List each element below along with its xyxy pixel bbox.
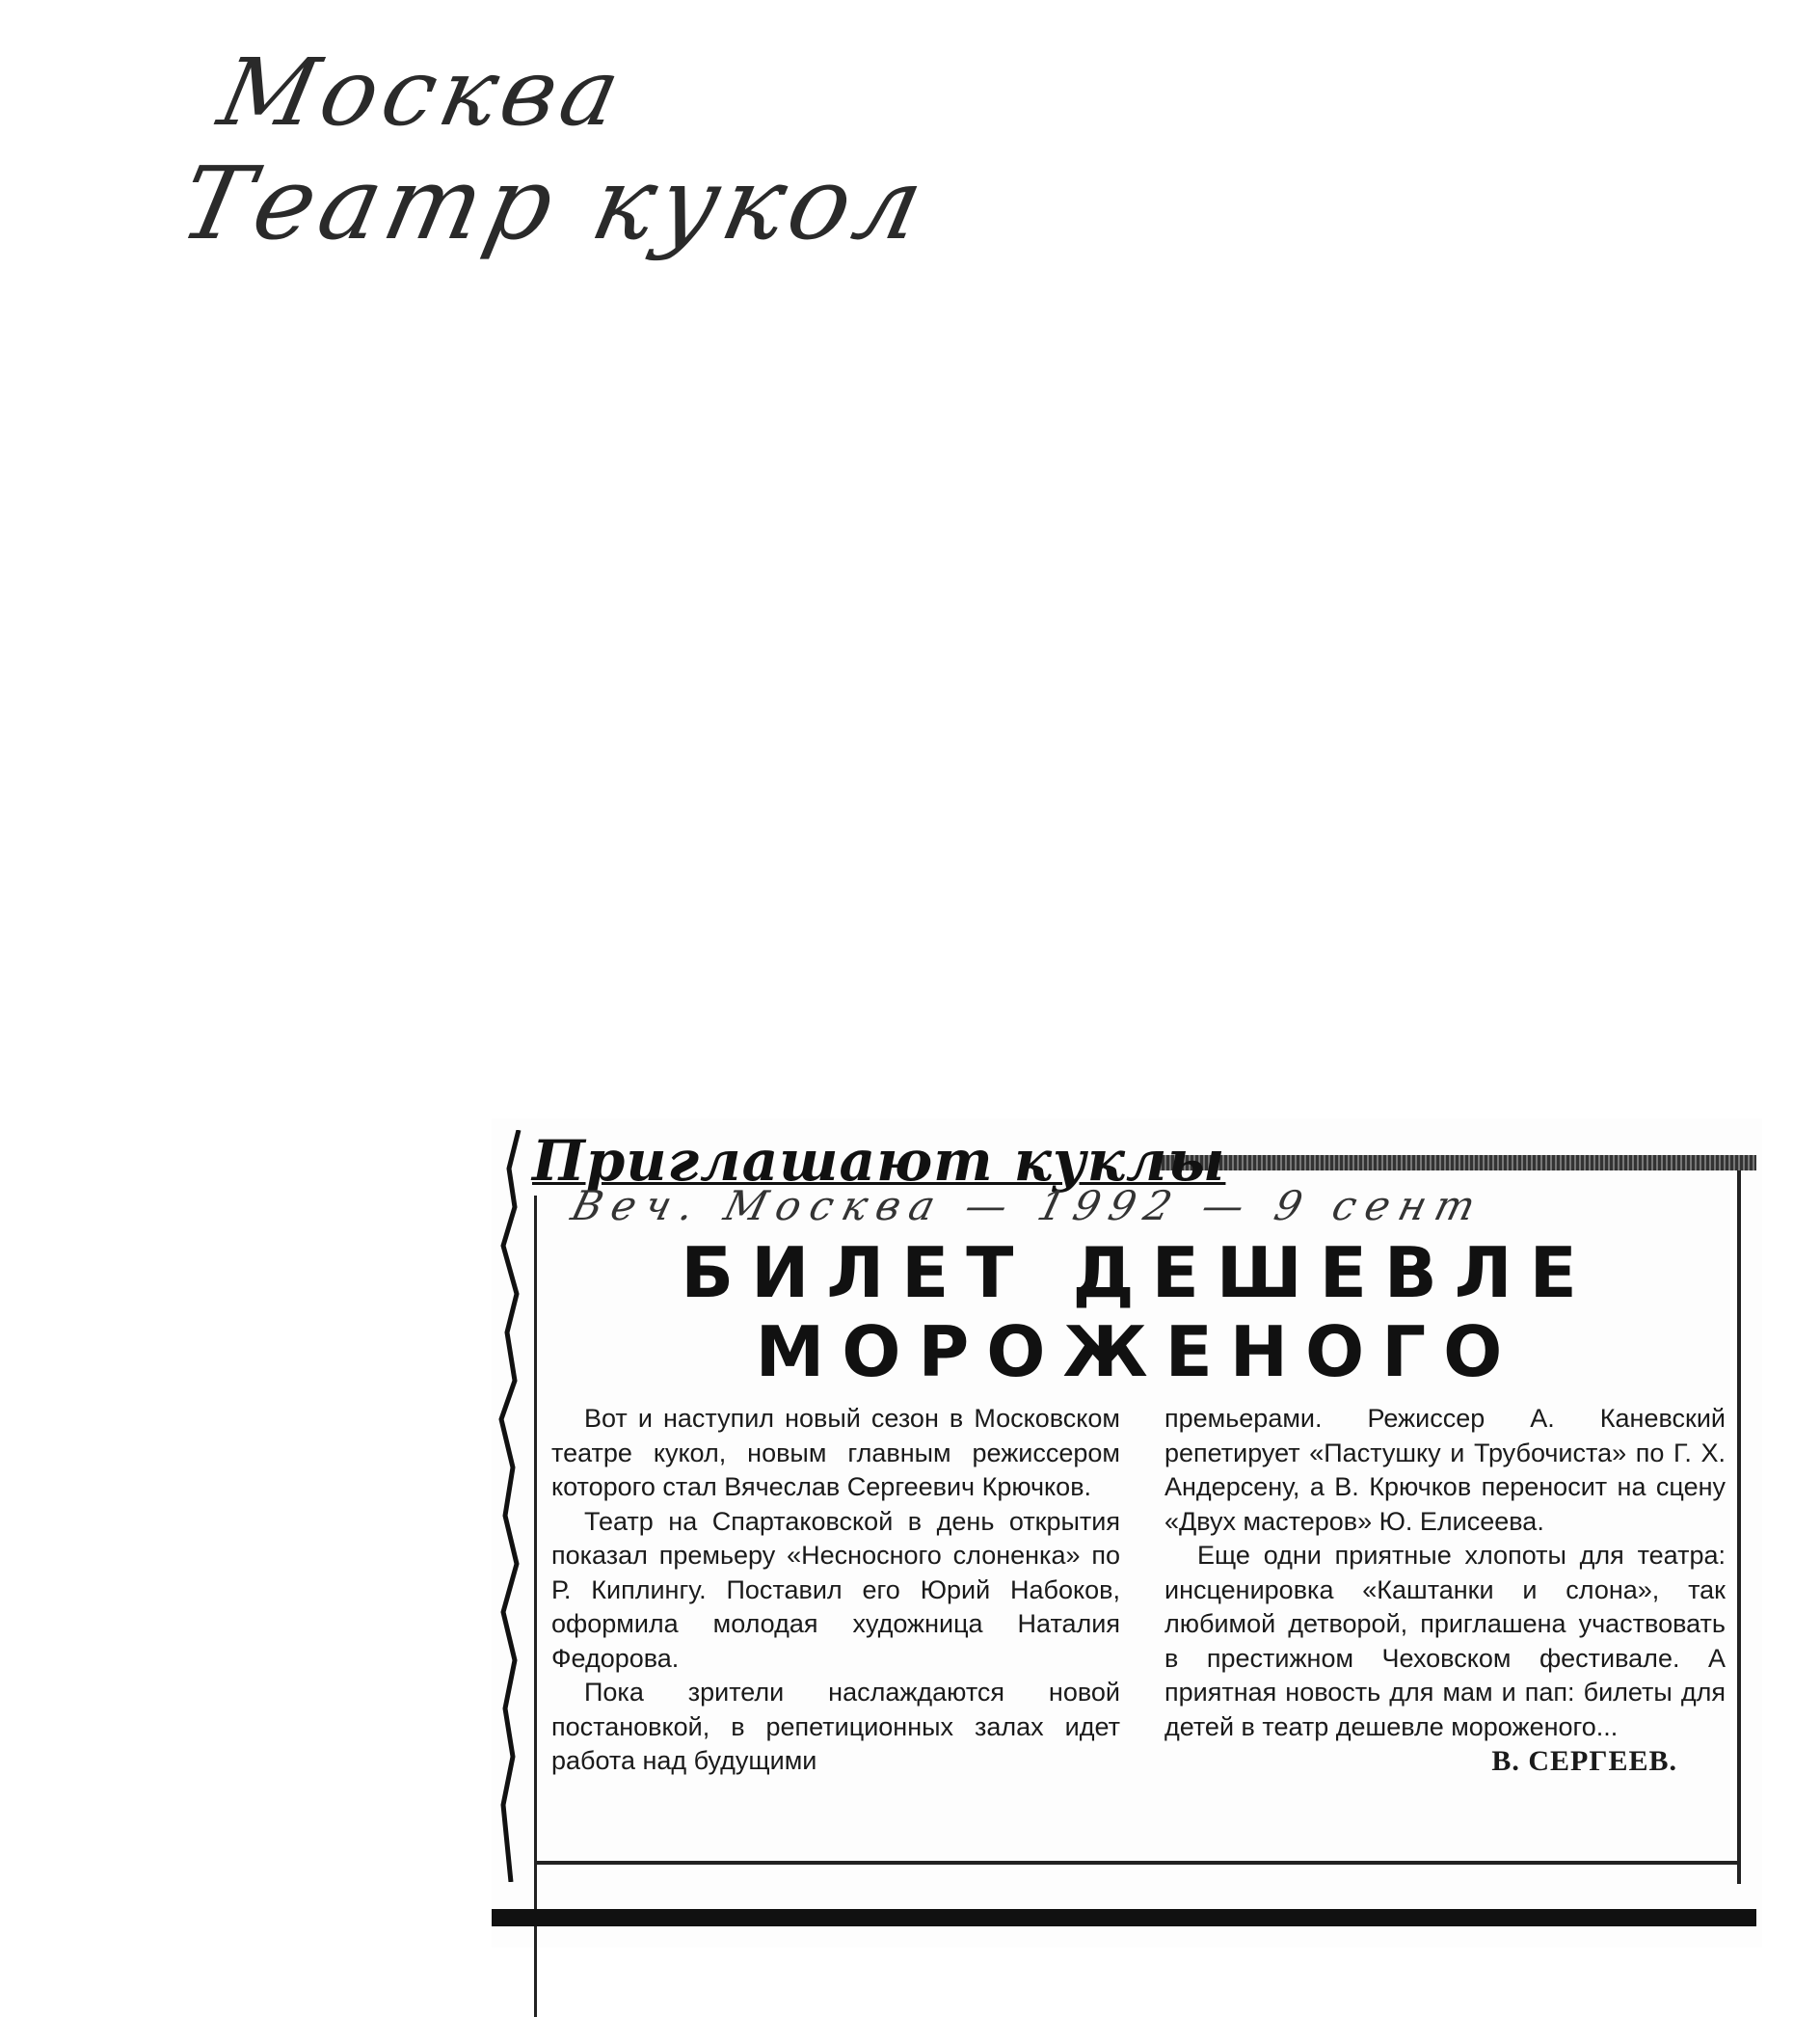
handwritten-source-note: Веч. Москва — 1992 — 9 сент — [566, 1182, 1490, 1229]
article-column-right — [1164, 1402, 1726, 1779]
paragraph: Пока зрители наслаждаются новой постановкой, в репетиционных залах идет работа над будущими — [551, 1678, 1120, 1775]
newspaper-clipping — [492, 1118, 1762, 1948]
torn-left-edge — [492, 1130, 530, 1882]
paragraph: Театр на Спартаковской в день открытия показал премьеру «Несносного слоненка» по Р. Киплингу. Поставил его Юрий Набоков, оформила молодая художница Наталия Федорова. — [551, 1506, 1120, 1673]
frame-bottom-rule — [534, 1861, 1741, 1865]
author-signature: В. СЕРГЕЕВ. — [1491, 1745, 1677, 1777]
headline-line-2: МОРОЖЕНОГО — [755, 1311, 1520, 1392]
article-column-left — [551, 1402, 1120, 1779]
paragraph: Вот и наступил новый сезон в Московском театре кукол, новым главным режиссером которого стал Вячеслав Сергеевич Крючков. — [551, 1404, 1120, 1501]
bottom-black-bar — [492, 1909, 1756, 1926]
frame-top-bar — [1157, 1155, 1756, 1170]
paragraph: премьерами. Режиссер А. Каневский репетирует «Пастушку и Трубочиста» по Г. Х. Андерсену, а В. Крючков переносит на сцену «Двух мастеров» Ю. Елисеева. — [1164, 1404, 1726, 1536]
headline-line-1: БИЛЕТ ДЕШЕВЛЕ — [681, 1232, 1594, 1313]
rubric-title: Приглашают куклы — [532, 1128, 1226, 1194]
paragraph: Еще одни приятные хлопоты для театра: инсценировка «Каштанки и слона», так любимой детворой, приглашена участвовать в престижном Чеховском фестивале. А приятная новость для мам и пап: билеты для детей в театр дешевле мороженого... — [1164, 1541, 1726, 1741]
handwritten-note-theatre: Театр кукол — [171, 145, 939, 262]
handwritten-note-city: Москва — [210, 39, 635, 147]
